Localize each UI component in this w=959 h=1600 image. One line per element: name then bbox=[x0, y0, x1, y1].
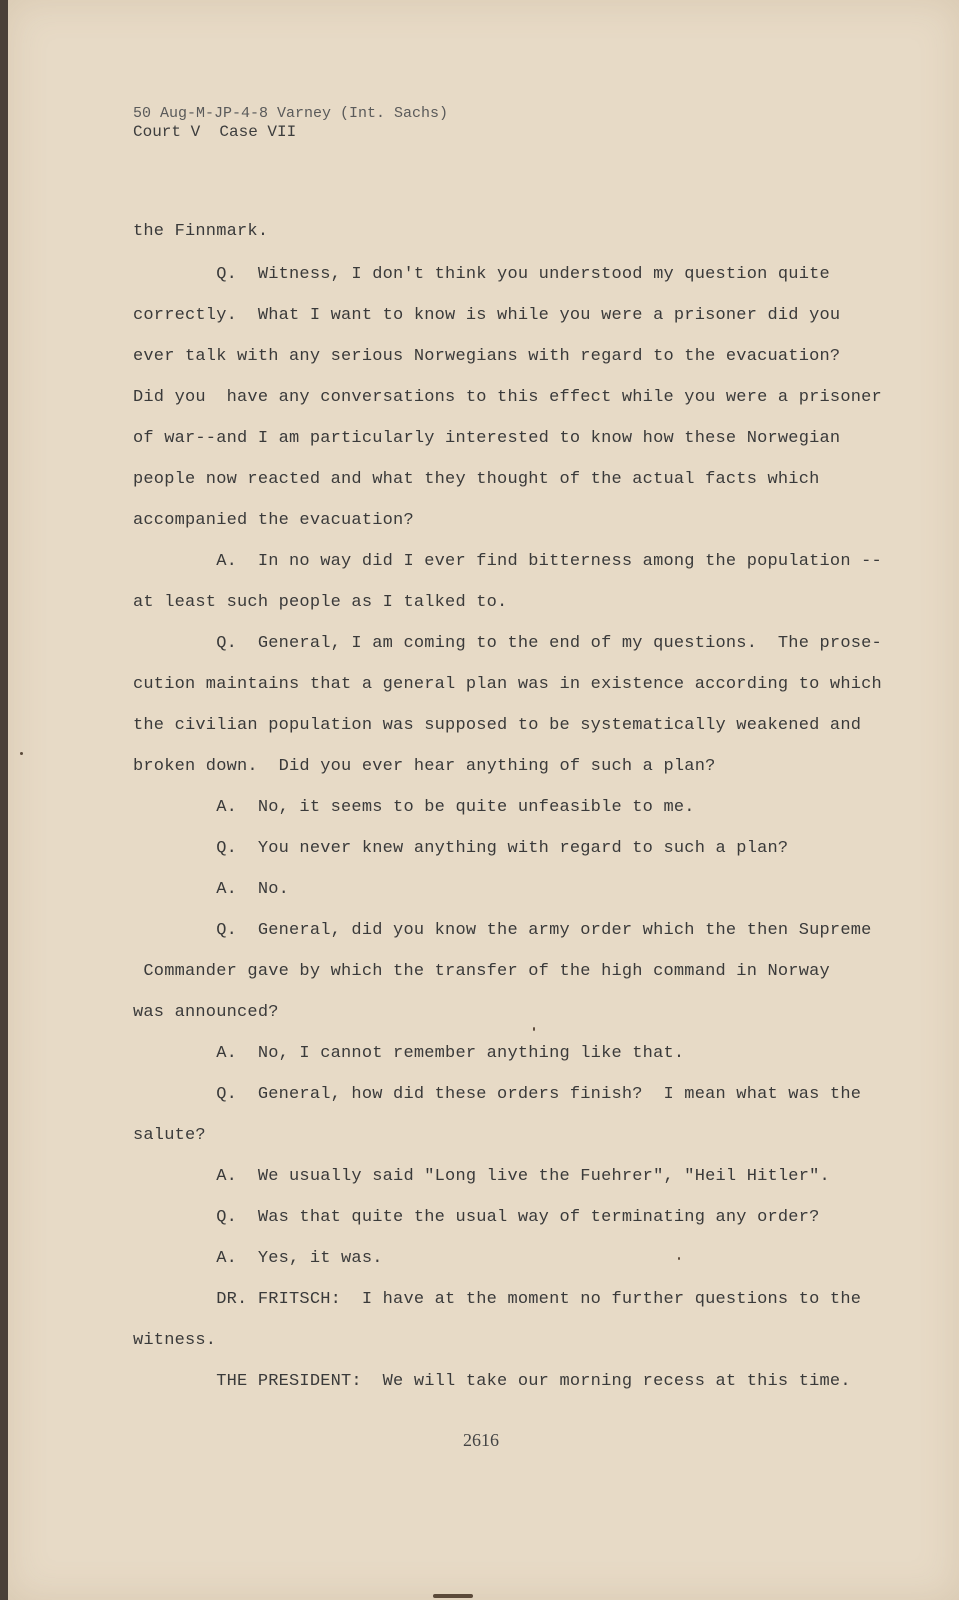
transcript-line: A. No, it seems to be quite unfeasible to me. bbox=[133, 798, 695, 817]
transcript-line: of war--and I am particularly interested to know how these Norwegian bbox=[133, 429, 841, 448]
transcript-line: Q. General, I am coming to the end of my questions. The prose- bbox=[133, 634, 882, 653]
transcript-line: was announced? bbox=[133, 1003, 279, 1022]
paper-tear-mark bbox=[433, 1594, 473, 1598]
transcript-line: witness. bbox=[133, 1331, 217, 1350]
transcript-line: A. In no way did I ever find bitterness among the population -- bbox=[133, 552, 882, 571]
paper-speck bbox=[678, 1257, 680, 1260]
transcript-line: Q. General, did you know the army order which the then Supreme bbox=[133, 921, 872, 940]
header-reference-line: 50 Aug-M-JP-4-8 Varney (Int. Sachs) bbox=[133, 105, 449, 122]
transcript-line: Q. Was that quite the usual way of terminating any order? bbox=[133, 1208, 820, 1227]
transcript-line: Q. Witness, I don't think you understood my question quite bbox=[133, 265, 830, 284]
transcript-line: salute? bbox=[133, 1126, 206, 1145]
transcript-line: A. No. bbox=[133, 880, 290, 899]
transcript-line: A. We usually said "Long live the Fuehrer", "Heil Hitler". bbox=[133, 1167, 830, 1186]
transcript-line: accompanied the evacuation? bbox=[133, 511, 414, 530]
paper-speck bbox=[20, 752, 23, 755]
transcript-line: A. Yes, it was. bbox=[133, 1249, 383, 1268]
document-page bbox=[8, 0, 959, 1600]
transcript-line: THE PRESIDENT: We will take our morning recess at this time. bbox=[133, 1372, 851, 1391]
transcript-line: broken down. Did you ever hear anything of such a plan? bbox=[133, 757, 716, 776]
transcript-line: the civilian population was supposed to be systematically weakened and bbox=[133, 716, 862, 735]
transcript-line: Commander gave by which the transfer of the high command in Norway bbox=[133, 962, 830, 981]
transcript-line: DR. FRITSCH: I have at the moment no further questions to the bbox=[133, 1290, 862, 1309]
paper-speck bbox=[533, 1027, 535, 1031]
transcript-line: people now reacted and what they thought of the actual facts which bbox=[133, 470, 820, 489]
header-court-case: Court V Case VII bbox=[133, 123, 297, 141]
transcript-line: cution maintains that a general plan was in existence according to which bbox=[133, 675, 882, 694]
transcript-line: Q. General, how did these orders finish? I mean what was the bbox=[133, 1085, 862, 1104]
page-number: 2616 bbox=[463, 1430, 499, 1450]
transcript-line: at least such people as I talked to. bbox=[133, 593, 508, 612]
transcript-line: ever talk with any serious Norwegians with regard to the evacuation? bbox=[133, 347, 841, 366]
transcript-line: correctly. What I want to know is while you were a prisoner did you bbox=[133, 306, 841, 325]
transcript-line: Did you have any conversations to this effect while you were a prisoner bbox=[133, 388, 882, 407]
transcript-line: A. No, I cannot remember anything like that. bbox=[133, 1044, 685, 1063]
transcript-line: the Finnmark. bbox=[133, 222, 269, 241]
transcript-line: Q. You never knew anything with regard to such a plan? bbox=[133, 839, 789, 858]
